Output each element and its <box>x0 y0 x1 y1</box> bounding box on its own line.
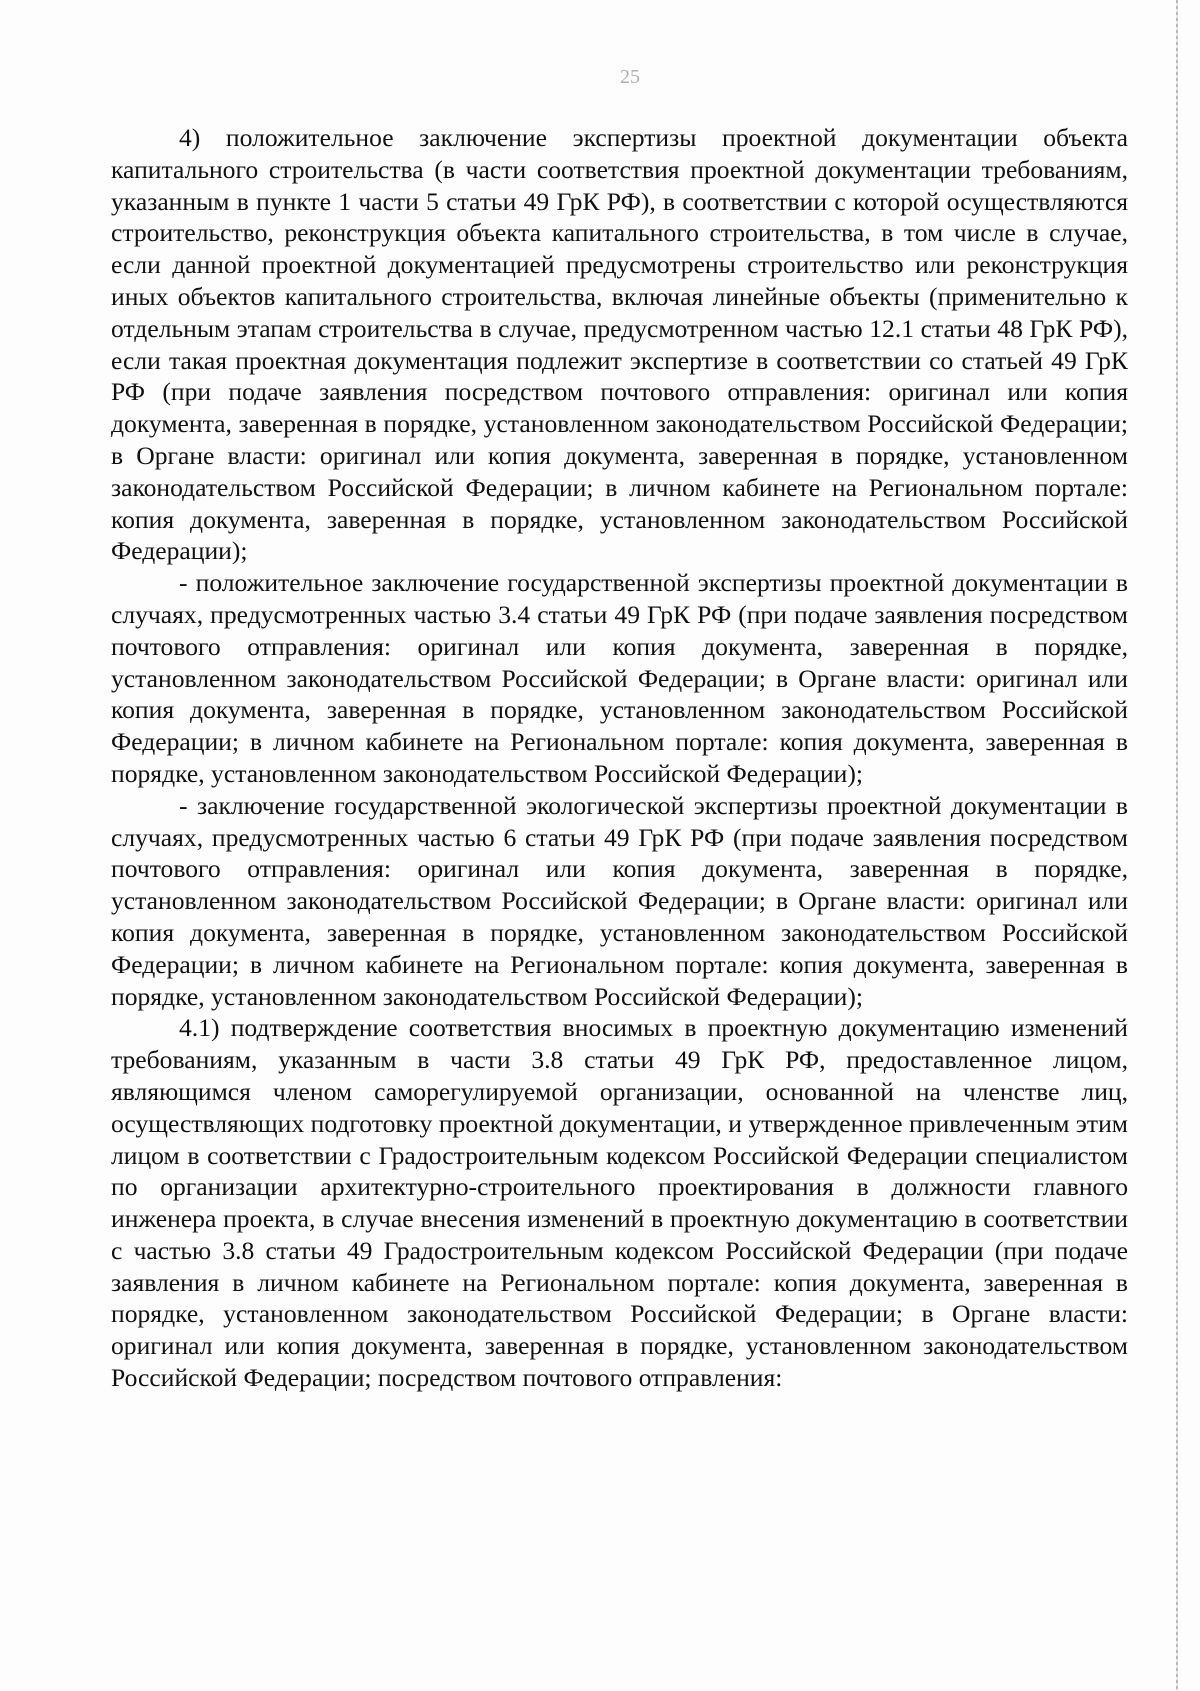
scan-edge-line <box>1176 0 1178 1691</box>
page-number: 25 <box>620 66 640 88</box>
paragraph-item-4: 4) положительное заключение экспертизы проектной документации объекта капитального строительства (в части соответствия проектной документации требованиям, указанным в пункте 1 части 5 статьи 49 ГрК РФ), в соответствии с которой осуществляются строительство, реконструкция объекта капитального строительства, в том числе в случае, если данной проектной документацией предусмотрены строительство или реконструкция иных объектов капитального строительства, включая линейные объекты (применительно к отдельным этапам строительства в случае, предусмотренном частью 12.1 статьи 48 ГрК РФ), если такая проектная документация подлежит экспертизе в соответствии со статьей 49 ГрК РФ (при подаче заявления посредством почтового отправления: оригинал или копия документа, заверенная в порядке, установленном законодательством Российской Федерации; в Органе власти: оригинал или копия документа, заверенная в порядке, установленном законодательством Российской Федерации; в личном кабинете на Региональном портале: копия документа, заверенная в порядке, установленном законодательством Российской Федерации); <box>111 123 1128 566</box>
paragraph-state-expertise: - положительное заключение государственной экспертизы проектной документации в случаях, предусмотренных частью 3.4 статьи 49 ГрК РФ (при подаче заявления посредством почтового отправления: оригинал или копия документа, заверенная в порядке, установленном законодательством Российской Федерации; в Органе власти: оригинал или копия документа, заверенная в порядке, установленном законодательством Российской Федерации; в личном кабинете на Региональном портале: копия документа, заверенная в порядке, установленном законодательством Российской Федерации); <box>111 568 1128 788</box>
paragraph-ecological-expertise: - заключение государственной экологической экспертизы проектной документации в случаях, предусмотренных частью 6 статьи 49 ГрК РФ (при подаче заявления посредством почтового отправления: оригинал или копия документа, заверенная в порядке, установленном законодательством Российской Федерации; в Органе власти: оригинал или копия документа, заверенная в порядке, установленном законодательством Российской Федерации; в личном кабинете на Региональном портале: копия документа, заверенная в порядке, установленном законодательством Российской Федерации); <box>111 790 1128 1011</box>
paragraph-item-4-1: 4.1) подтверждение соответствия вносимых в проектную документацию изменений требованиям, указанным в части 3.8 статьи 49 ГрК РФ, предоставленное лицом, являющимся членом саморегулируемой организации, основанной на членстве лиц, осуществляющих подготовку проектной документации, и утвержденное привлеченным этим лицом в соответствии с Градостроительным кодексом Российской Федерации специалистом по организации архитектурно-строительного проектирования в должности главного инженера проекта, в случае внесения изменений в проектную документацию в соответствии с частью 3.8 статьи 49 Градостроительным кодексом Российской Федерации (при подаче заявления в личном кабинете на Региональном портале: копия документа, заверенная в порядке, установленном законодательством Российской Федерации; в Органе власти: оригинал или копия документа, заверенная в порядке, установленном законодательством Российской Федерации; посредством почтового отправления: <box>111 1013 1128 1393</box>
document-body <box>111 122 1128 1394</box>
